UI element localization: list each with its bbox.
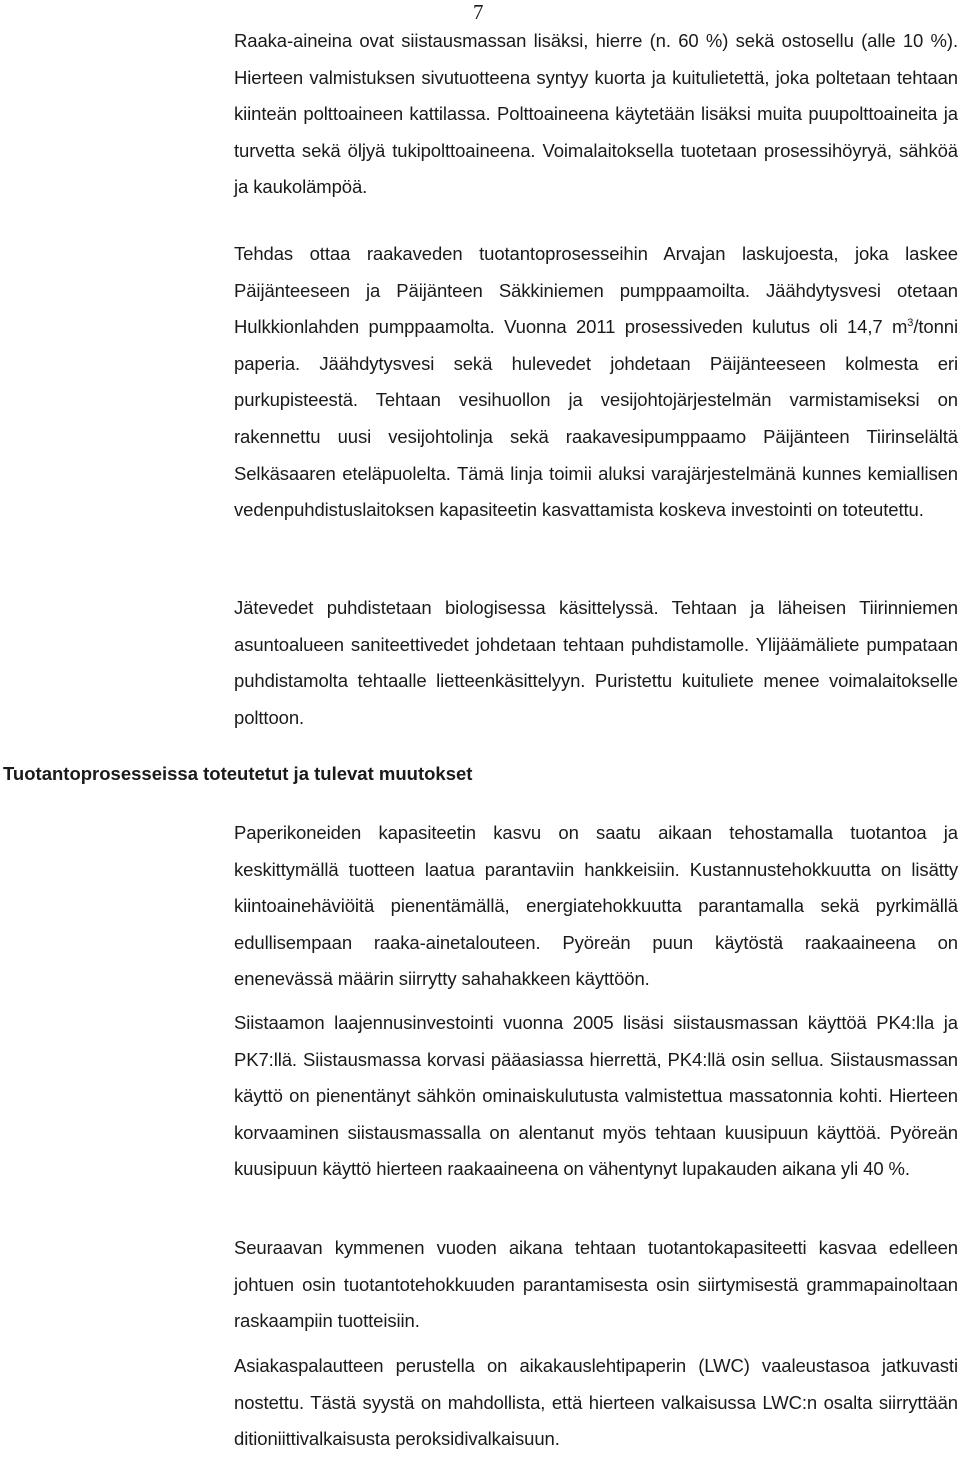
cubic-superscript: 3 — [907, 317, 914, 330]
paragraph-future-capacity: Seuraavan kymmenen vuoden aikana tehtaan tuotantokapasiteetti kasvaa edelleen johtuen osin tuotantotehokkuuden parantamisesta osin siirtymisestä grammapainoltaan raskaampiin tuotteisiin. — [234, 1237, 958, 1332]
paragraph-raw-materials: Raaka-aineina ovat siistausmassan lisäksi, hierre (n. 60 %) sekä ostosellu (alle 10 %). Hierteen valmistuksen sivutuotteena syntyy kuorta ja kuitulietettä, joka poltetaan tehtaan kiinteän polttoaineen kattilassa. Polttoaineena käytetään lisäksi muita puupolttoaineita ja turvetta sekä öljyä tukipolttoaineena. Voimalaitoksella tuotetaan prosessihöyryä, sähköä ja kaukolämpöä. — [234, 30, 958, 198]
paragraph-deinking-investment: Siistaamon laajennusinvestointi vuonna 2005 lisäsi siistausmassan käyttöä PK4:lla ja PK7:llä. Siistausmassa korvasi pääasiassa hierrettä, PK4:llä osin sellua. Siistausmassan käyttö on pienentänyt sähkön ominaiskulutusta valmistettua massatonnia kohti. Hierteen korvaaminen siistausmassalla on alentanut myös tehtaan kuusipuun käyttöä. Pyöreän kuusipuun käyttö hierteen raakaaineena on vähentynyt lupakauden aikana yli 40 %. — [234, 1012, 958, 1180]
water-supply-text-start: Tehdas ottaa raakaveden tuotantoprosesseihin Arvajan laskujoesta, joka laskee Päijänteeseen ja Päijänteen Säkkiniemen pumppaamoilta. Jäähdytysvesi otetaan Hulkkionlahden pumppaamolta. Vuonna 2011 prosessiveden kulutus oli 14,7 m — [234, 243, 958, 338]
paragraph-wastewater: Jätevedet puhdistetaan biologisessa käsittelyssä. Tehtaan ja läheisen Tiirinniemen asuntoalueen saniteettivedet johdetaan tehtaan puhdistamolle. Ylijäämäliete pumpataan puhdistamolta tehtaalle lietteenkäsittelyyn. Puristettu kuituliete menee voimalaitokselle polttoon. — [234, 597, 958, 728]
paragraph-water-supply — [234, 236, 958, 529]
paragraph-capacity-growth: Paperikoneiden kapasiteetin kasvu on saatu aikaan tehostamalla tuotantoa ja keskittymällä tuotteen laatua parantaviin hankkeisiin. Kustannustehokkuutta on lisätty kiintoainehäviöitä pienentämällä, energiatehokkuutta parantamalla sekä pyrkimällä edullisempaan raaka-ainetalouteen. Pyöreän puun käytöstä raakaaineena on enenevässä määrin siirrytty sahahakkeen käyttöön. — [234, 822, 958, 990]
page-number: 7 — [473, 0, 484, 24]
water-supply-text-end: /tonni paperia. Jäähdytysvesi sekä hulevedet johdetaan Päijänteeseen kolmesta eri purkupisteestä. Tehtaan vesihuollon ja vesijohtojärjestelmän varmistamiseksi on rakennettu uusi vesijohtolinja sekä raakavesipumppaamo Päijänteen Tiirinselältä Selkäsaaren eteläpuolelta. Tämä linja toimii aluksi varajärjestelmänä kunnes kemiallisen vedenpuhdistuslaitoksen kapasiteetin kasvattamista koskeva investointi on toteutettu. — [234, 316, 958, 521]
section-heading: Tuotantoprosesseissa toteutetut ja tulevat muutokset — [3, 763, 473, 784]
paragraph-lwc-brightness: Asiakaspalautteen perustella on aikakauslehtipaperin (LWC) vaaleustasoa jatkuvasti nostettu. Tästä syystä on mahdollista, että hierteen valkaisussa LWC:n osalta siirryttään ditioniittivalkaisusta peroksidivalkaisuun. — [234, 1355, 958, 1450]
